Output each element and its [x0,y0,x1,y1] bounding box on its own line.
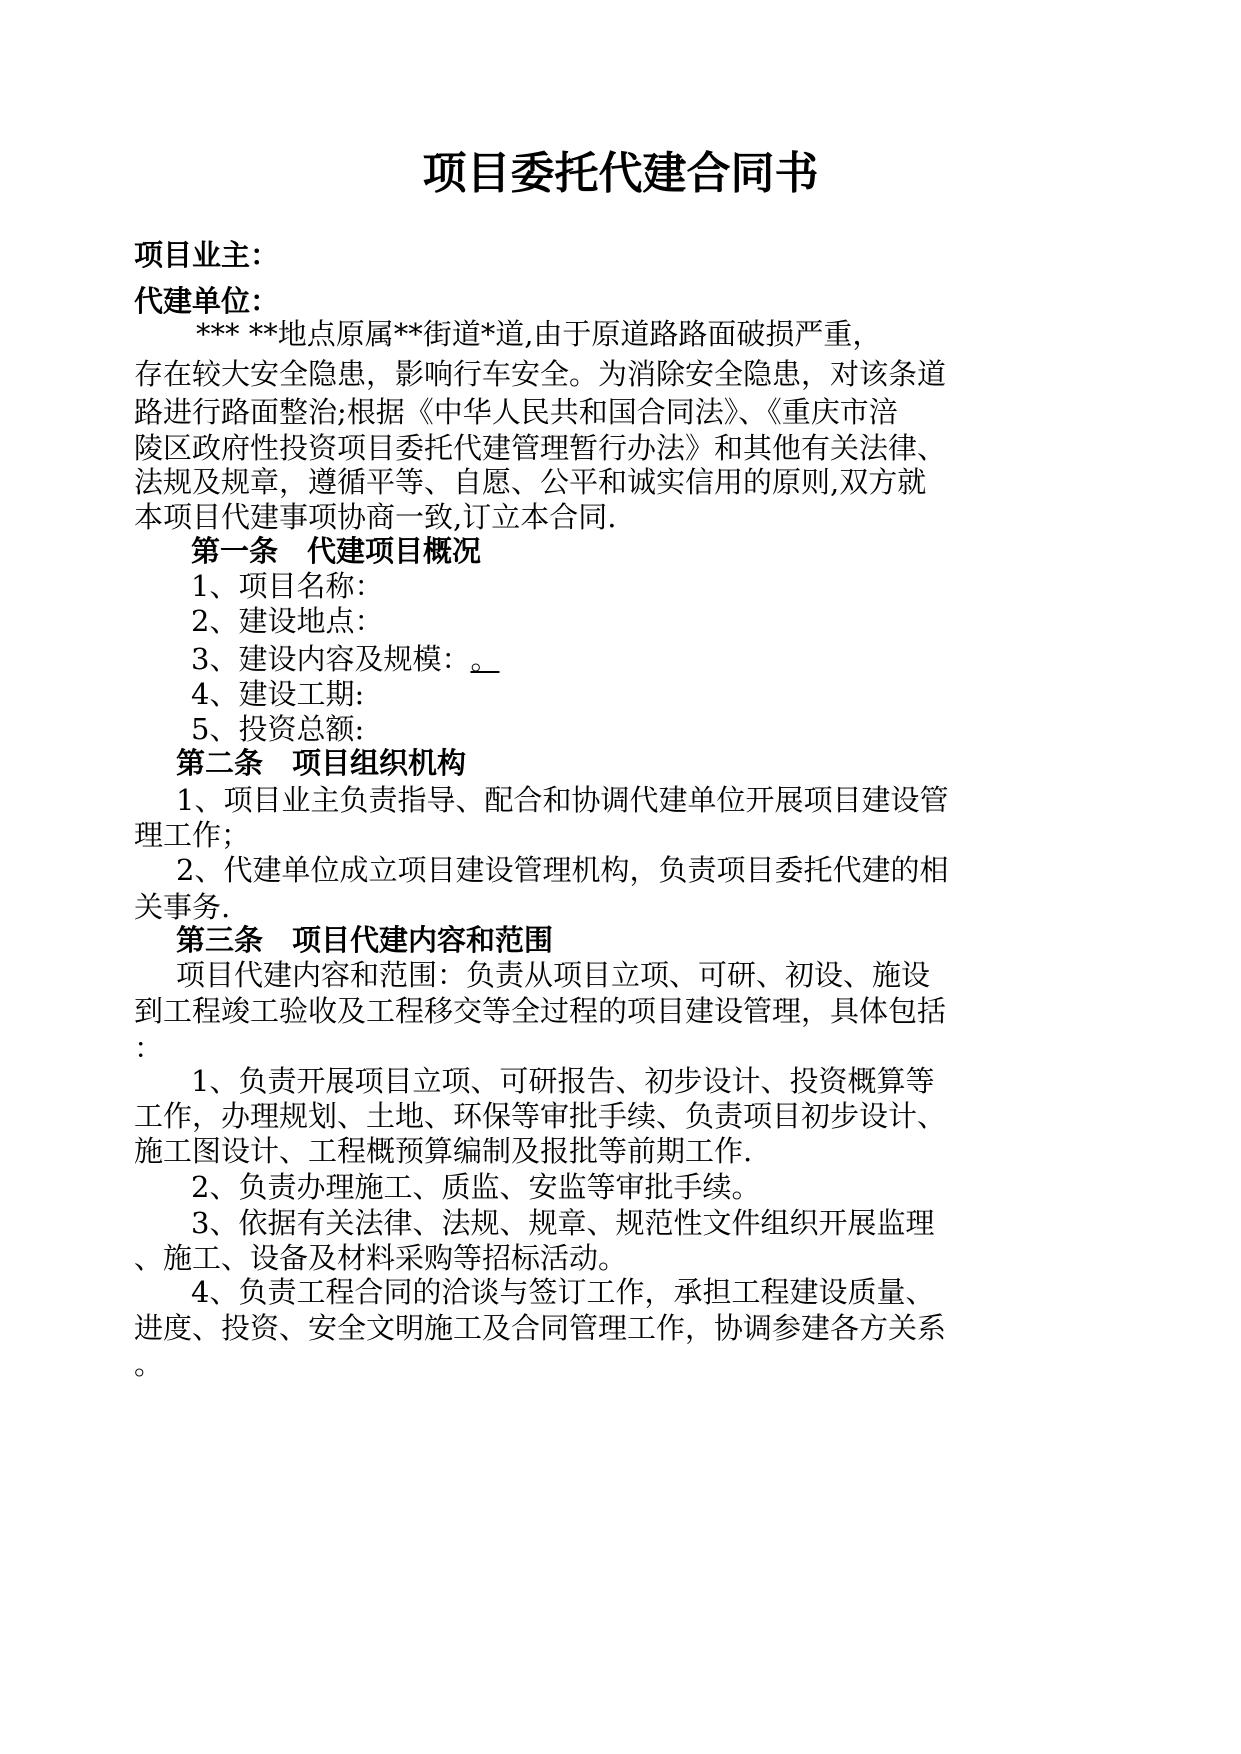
article-2-line: 理工作； [134,818,251,852]
article-3-line: 到工程竣工验收及工程移交等全过程的项目建设管理，具体包括 [134,994,947,1028]
intro-line: 路进行路面整治;根据《中华人民共和国合同法》、《重庆市涪 [134,395,898,429]
article-1-item: 1、项目名称： [191,569,384,603]
article-3-line: ： [134,1031,164,1065]
article-1-item: 5、投资总额: [191,712,365,746]
article-3-line: 进度、投资、安全文明施工及合同管理工作，协调参建各方关系 [134,1311,947,1345]
article-3-line: 4、负责工程合同的洽谈与签订工作，承担工程建设质量、 [191,1275,935,1309]
party-owner-label: 项目业主： [134,238,280,272]
article-2-line: 1、项目业主负责指导、配合和协调代建单位开展项目建设管 [176,783,949,817]
article-3-line: 。 [134,1347,164,1381]
intro-line: *** **地点原属**街道*道,由于原道路路面破损严重， [196,317,882,351]
article-3-heading: 第三条 项目代建内容和范围 [176,923,554,957]
article-1-heading: 第一条 代建项目概况 [191,534,482,568]
article-3-line: 工作，办理规划、土地、环保等审批手续、负责项目初步设计、 [134,1099,947,1133]
article-3-line: 、施工、设备及材料采购等招标活动。 [134,1241,628,1275]
article-1-item: 2、建设地点： [191,604,384,638]
intro-line: 陵区政府性投资项目委托代建管理暂行办法》和其他有关法律、 [134,431,947,465]
article-3-line: 1、负责开展项目立项、可研报告、初步设计、投资概算等 [191,1064,935,1098]
article-3-line: 项目代建内容和范围：负责从项目立项、可研、初设、施设 [176,958,931,992]
party-agent-label: 代建单位： [134,284,280,318]
intro-line: 存在较大安全隐患，影响行车安全。为消除安全隐患，对该条道 [134,357,947,391]
article-1-item [191,642,500,676]
article-1-item: 4、建设工期: [191,677,365,711]
document-title: 项目委托代建合同书 [422,148,819,199]
article-3-line: 施工图设计、工程概预算编制及报批等前期工作. [134,1134,753,1168]
article-2-line: 2、代建单位成立项目建设管理机构，负责项目委托代建的相 [176,853,949,887]
article-3-line: 2、负责办理施工、质监、安监等审批手续。 [191,1170,761,1204]
article-3-line: 3、依据有关法律、法规、规章、规范性文件组织开展监理 [191,1206,935,1240]
intro-line: 本项目代建事项协商一致,订立本合同. [134,500,617,534]
article-1-item-label: 3、建设内容及规模： [191,642,471,676]
intro-line: 法规及规章，遵循平等、自愿、公平和诚实信用的原则,双方就 [134,465,927,499]
article-2-line: 关事务. [134,890,231,924]
blank-field-marker: 。 [470,642,500,676]
article-2-heading: 第二条 项目组织机构 [176,746,467,780]
